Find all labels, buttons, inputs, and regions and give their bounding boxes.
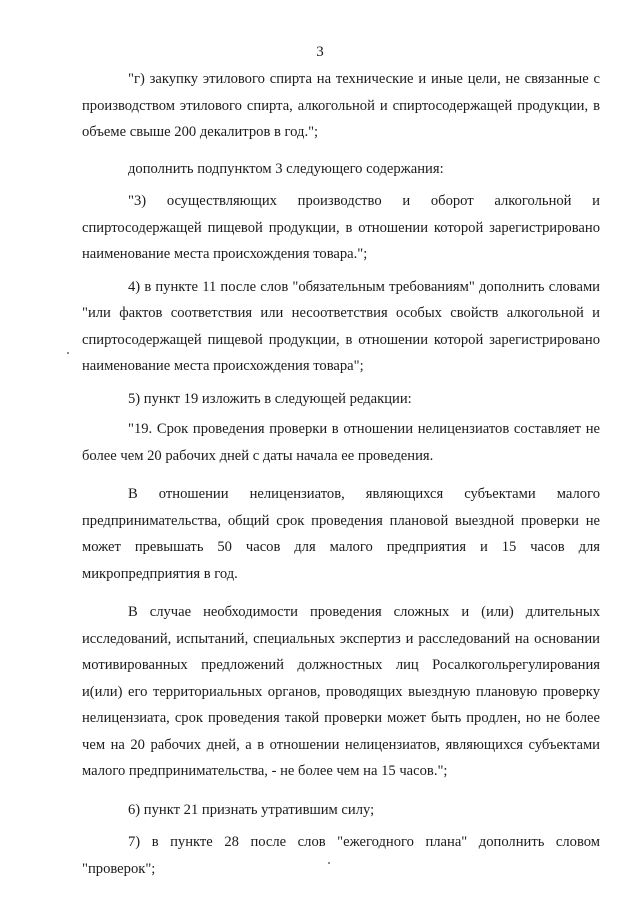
scan-speck (67, 352, 69, 354)
paragraph-1: "г) закупку этилового спирта на технические и иные цели, не связанные с производством этилового спирта, алкогольной и спиртосодержащей продукции, в объеме свыше 200 декалитров в год."; (82, 71, 600, 140)
paragraph-7: В отношении нелицензиатов, являющихся субъектами малого предпринимательства, общий срок проведения плановой выездной проверки не может превышать 50 часов для малого предприятия и 15 часов для микропредприятия в год. (82, 486, 600, 582)
scan-speck (328, 862, 330, 864)
paragraph-9: 6) пункт 21 признать утратившим силу; (128, 801, 375, 818)
paragraph-8: В случае необходимости проведения сложных и (или) длительных исследований, испытаний, специальных экспертиз и расследований на основании мотивированных предложений должностных лиц Росалкогольрегулирования и(или) его территориальных органов, проводящих выездную плановую проверку нелицензиата, срок проведения такой проверки может быть продлен, но не более чем на 20 рабочих дней, а в отношении нелицензиатов, являющихся субъектами малого предпринимательства, - не более чем на 15 часов."; (82, 604, 600, 779)
paragraph-2: дополнить подпунктом 3 следующего содержания: (128, 160, 444, 177)
paragraph-3: "3) осуществляющих производство и оборот алкогольной и спиртосодержащей пищевой продукции, в отношении которой зарегистрировано наименование места происхождения товара."; (82, 193, 600, 262)
paragraph-6: "19. Срок проведения проверки в отношении нелицензиатов составляет не более чем 20 рабочих дней с даты начала ее проведения. (82, 421, 600, 464)
paragraph-4: 4) в пункте 11 после слов "обязательным требованиям" дополнить словами "или фактов соответствия или несоответствия особых свойств алкогольной и спиртосодержащей пищевой продукции, в отношении которой зарегистрировано наименование места происхождения товара"; (82, 278, 600, 374)
page-number: 3 (316, 44, 324, 60)
paragraph-5: 5) пункт 19 изложить в следующей редакции: (128, 390, 412, 407)
paragraph-10: 7) в пункте 28 после слов "ежегодного плана" дополнить словом "проверок"; (82, 834, 600, 877)
document-body (82, 66, 600, 882)
